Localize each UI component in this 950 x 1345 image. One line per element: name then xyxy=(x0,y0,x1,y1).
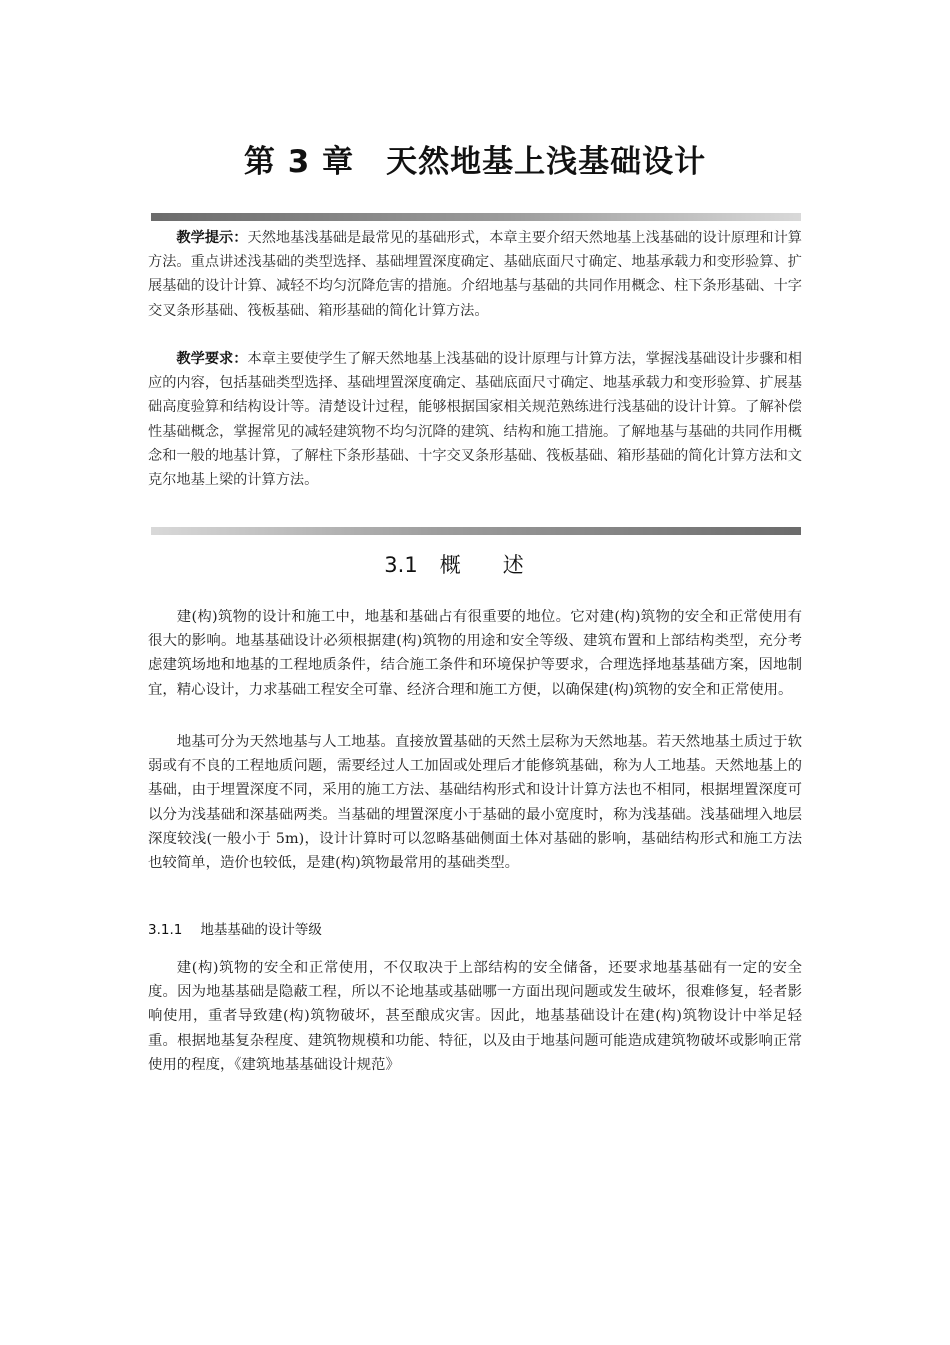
bottom-divider-bar xyxy=(151,527,801,535)
body-paragraph: 建(构)筑物的设计和施工中，地基和基础占有很重要的地位。它对建(构)筑物的安全和正常使用有很大的影响。地基基础设计必须根据建(构)筑物的用途和安全等级、建筑布置和上部结构类型，充分考虑建筑场地和地基的工程地质条件，结合施工条件和环境保护等要求，合理选择地基基础方案，因地制宜，精心设计，力求基础工程安全可靠、经济合理和施工方便，以确保建(构)筑物的安全和正常使用。 xyxy=(148,609,802,698)
teaching-requirements-label: 教学要求： xyxy=(176,351,248,367)
subsection-title: 地基基础的设计等级 xyxy=(200,922,322,938)
subsection-heading xyxy=(148,918,322,938)
teaching-requirements-text: 本章主要使学生了解天然地基上浅基础的设计原理与计算方法，掌握浅基础设计步骤和相应的内容，包括基础类型选择、基础埋置深度确定、基础底面尺寸确定、地基承载力和变形验算、扩展基础高度验算和结构设计等。清楚设计过程，能够根据国家相关规范熟练进行浅基础的设计计算。了解补偿性基础概念，掌握常见的减轻建筑物不均匀沉降的建筑、结构和施工措施。了解地基与基础的共同作用概念和一般的地基计算，了解柱下条形基础、十字交叉条形基础、筏板基础、箱形基础的简化计算方法和文克尔地基上梁的计算方法。 xyxy=(148,351,802,489)
chapter-title: 第 3 章 天然地基上浅基础设计 xyxy=(243,144,707,180)
section-name: 概述 xyxy=(439,553,566,577)
teaching-tips-paragraph xyxy=(148,226,802,323)
subsection-number: 3.1.1 xyxy=(148,922,183,938)
body-paragraph: 地基可分为天然地基与人工地基。直接放置基础的天然土层称为天然地基。若天然地基土质过于软弱或有不良的工程地质问题，需要经过人工加固或处理后才能修筑基础，称为人工地基。天然地基上的基础，由于埋置深度不同，采用的施工方法、基础结构形式和设计计算方法也不相同，根据埋置深度可以分为浅基础和深基础两类。当基础的埋置深度小于基础的最小宽度时，称为浅基础。浅基础埋入地层深度较浅(一般小于 5m)，设计计算时可以忽略基础侧面土体对基础的影响，基础结构形式和施工方法也较简单，造价也较低，是建(构)筑物最常用的基础类型。 xyxy=(148,734,802,872)
teaching-tips-label: 教学提示： xyxy=(176,230,248,246)
body-paragraph: 建(构)筑物的安全和正常使用，不仅取决于上部结构的安全储备，还要求地基基础有一定的安全度。因为地基基础是隐蔽工程，所以不论地基或基础哪一方面出现问题或发生破坏，很难修复，轻者影响使用，重者导致建(构)筑物破坏，甚至酿成灾害。因此，地基基础设计在建(构)筑物设计中举足轻重。根据地基复杂程度、建筑物规模和功能、特征，以及由于地基问题可能造成建筑物破坏或影响正常使用的程度，《建筑地基基础设计规范》 xyxy=(148,960,802,1073)
teaching-requirements-paragraph xyxy=(148,347,802,492)
top-divider-bar xyxy=(151,213,801,221)
section-number: 3.1 xyxy=(384,553,418,577)
teaching-tips-text: 天然地基浅基础是最常见的基础形式，本章主要介绍天然地基上浅基础的设计原理和计算方法。重点讲述浅基础的类型选择、基础埋置深度确定、基础底面尺寸确定、地基承载力和变形验算、扩展基础的设计计算、减轻不均匀沉降危害的措施。介绍地基与基础的共同作用概念、柱下条形基础、十字交叉条形基础、筏板基础、箱形基础的简化计算方法。 xyxy=(148,230,802,319)
section-heading xyxy=(0,549,950,579)
